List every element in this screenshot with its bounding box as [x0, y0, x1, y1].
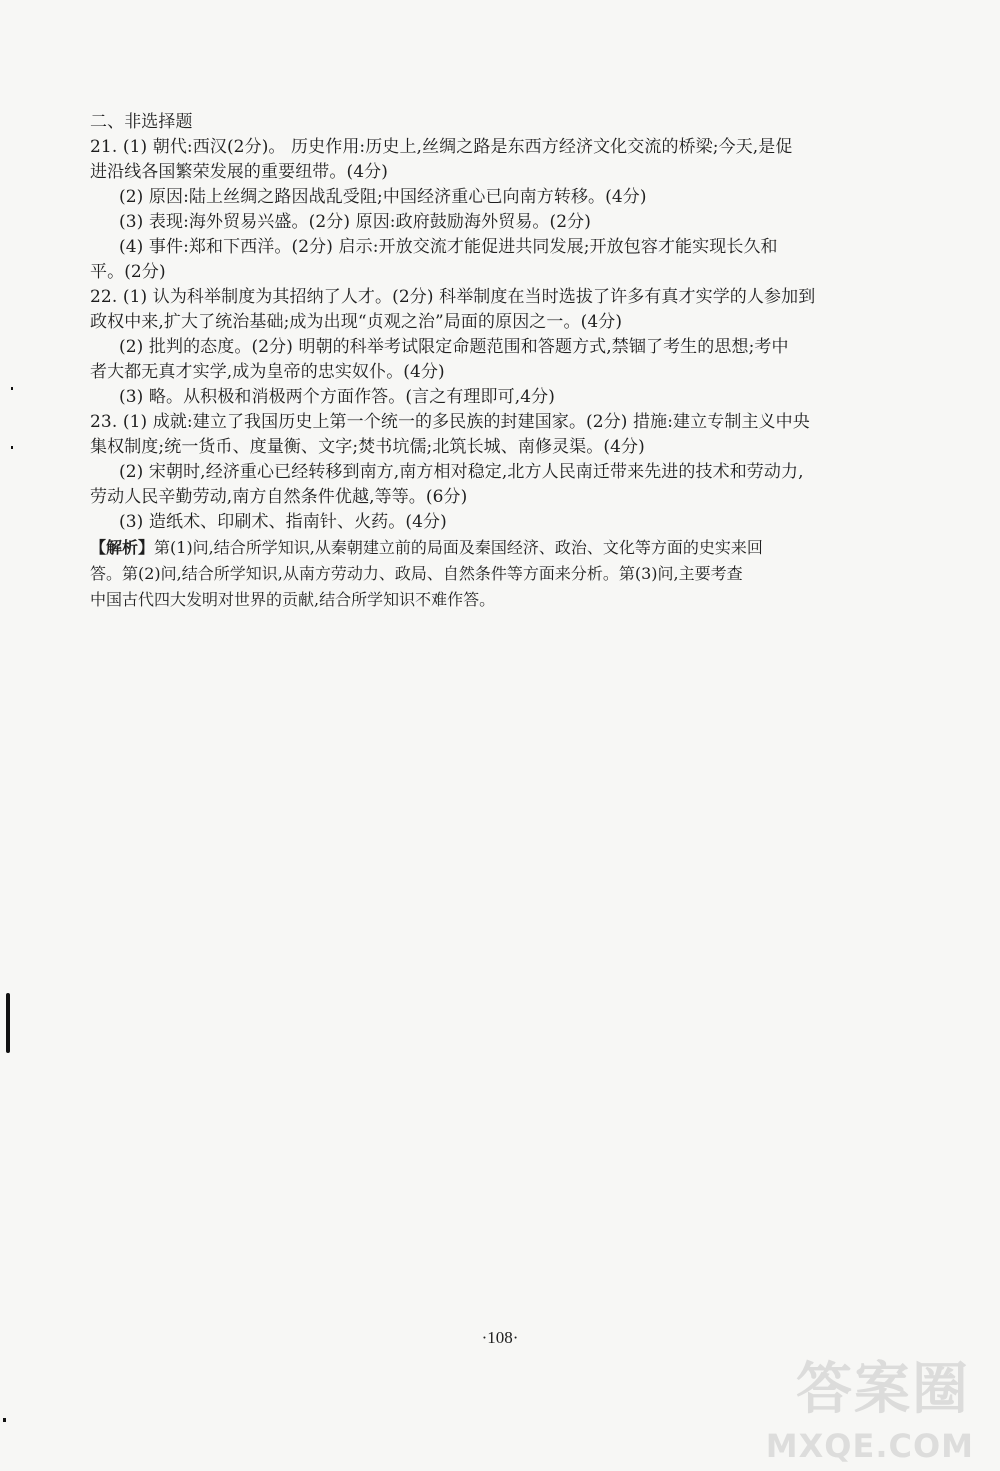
scan-mark — [6, 993, 10, 1053]
watermark-url: MXQE.COM — [765, 1427, 974, 1465]
q23-part-2-tail: 劳动人民辛勤劳动,南方自然条件优越,等等。(6分) — [90, 487, 468, 507]
section-title: 二、非选择题 — [90, 112, 193, 132]
scan-dot — [11, 446, 13, 449]
scan-dot — [11, 387, 13, 390]
q22-part-2-tail: 者大都无真才实学,成为皇帝的忠实奴仆。(4分) — [90, 362, 445, 382]
q23-line-1: 23. (1) 成就:建立了我国历史上第一个统一的多民族的封建国家。(2分) 措施:建立专制主义中央 — [90, 412, 810, 432]
q23-part-3: (3) 造纸术、印刷术、指南针、火药。(4分) — [119, 512, 447, 532]
q22-line-2: 政权中来,扩大了统治基础;成为出现“贞观之治”局面的原因之一。(4分) — [90, 312, 623, 332]
scan-dot — [3, 1418, 6, 1422]
analysis-text-1: 第(1)问,结合所学知识,从秦朝建立前的局面及秦国经济、政治、文化等方面的史实来回 — [154, 538, 763, 557]
answer-content — [90, 110, 890, 613]
q21-part-2: (2) 原因:陆上丝绸之路因战乱受阻;中国经济重心已向南方转移。(4分) — [119, 187, 647, 207]
q21-part-3: (3) 表现:海外贸易兴盛。(2分) 原因:政府鼓励海外贸易。(2分) — [119, 212, 592, 232]
q23-line-2: 集权制度;统一货币、度量衡、文字;焚书坑儒;北筑长城、南修灵渠。(4分) — [90, 437, 645, 457]
q21-line-1: 21. (1) 朝代:西汉(2分)。 历史作用:历史上,丝绸之路是东西方经济文化交流的桥梁;今天,是促 — [90, 137, 793, 157]
page-number: ·108· — [481, 1328, 519, 1347]
watermark — [752, 1345, 982, 1465]
q22-part-3: (3) 略。从积极和消极两个方面作答。(言之有理即可,4分) — [119, 387, 555, 407]
analysis-line-2: 答。第(2)问,结合所学知识,从南方劳动力、政局、自然条件等方面来分析。第(3)问,主要考查 — [90, 564, 743, 583]
analysis-line-3: 中国古代四大发明对世界的贡献,结合所学知识不难作答。 — [90, 590, 496, 609]
analysis-line-1 — [90, 535, 890, 561]
q21-line-2: 进沿线各国繁荣发展的重要纽带。(4分) — [90, 162, 388, 182]
q21-part-4-tail: 平。(2分) — [90, 262, 166, 282]
watermark-logo-text: 答案圈 — [796, 1357, 970, 1422]
q23-part-2: (2) 宋朝时,经济重心已经转移到南方,南方相对稳定,北方人民南迁带来先进的技术和劳动力, — [119, 462, 804, 482]
q21-part-4: (4) 事件:郑和下西洋。(2分) 启示:开放交流才能促进共同发展;开放包容才能实现长久和 — [119, 237, 778, 257]
analysis-tag: 【解析】 — [90, 538, 155, 557]
q22-part-2: (2) 批判的态度。(2分) 明朝的科举考试限定命题范围和答题方式,禁锢了考生的思想;考中 — [119, 337, 789, 357]
q22-line-1: 22. (1) 认为科举制度为其招纳了人才。(2分) 科举制度在当时选拔了许多有真才实学的人参加到 — [90, 287, 816, 307]
